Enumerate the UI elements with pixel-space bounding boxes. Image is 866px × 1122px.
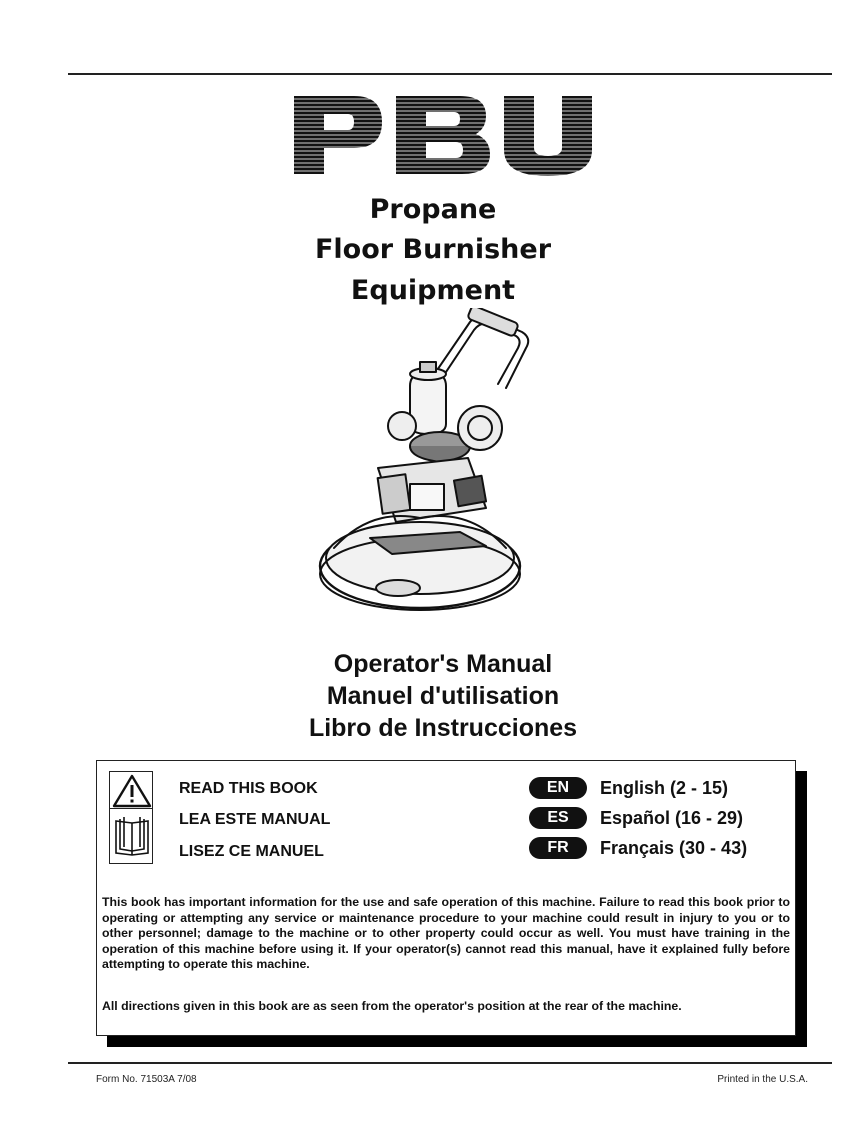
manual-title-spanish: Libro de Instrucciones [308, 714, 578, 742]
book-frame [109, 808, 153, 864]
subtitle-line-1: Propane [369, 194, 497, 225]
pbu-logo [290, 92, 600, 178]
language-badge-en: EN [529, 777, 587, 799]
subtitle-line-2: Floor Burnisher [314, 234, 552, 265]
top-rule [68, 73, 832, 75]
language-link-spanish[interactable]: Español (16 - 29) [600, 808, 744, 828]
lea-este-manual-label: LEA ESTE MANUAL [179, 811, 331, 828]
directions-note-text: All directions given in this book are as seen from the operator's position at the rear of the machine. [102, 999, 682, 1013]
warning-frame [109, 771, 153, 809]
warning-triangle-icon [110, 772, 154, 810]
printed-in-usa: Printed in the U.S.A. [717, 1074, 808, 1085]
language-link-english[interactable]: English (2 - 15) [600, 778, 729, 798]
bottom-rule [68, 1062, 832, 1064]
manual-title-french: Manuel d'utilisation [326, 682, 560, 710]
lisez-ce-manuel-label: LISEZ CE MANUEL [179, 843, 324, 860]
language-link-french[interactable]: Français (30 - 43) [600, 838, 748, 858]
language-badge-es: ES [529, 807, 587, 829]
form-number: Form No. 71503A 7/08 [96, 1074, 197, 1085]
read-this-book-label: READ THIS BOOK [179, 780, 318, 797]
open-book-icon [110, 809, 154, 865]
safety-notice-text: This book has important information for the use and safe operation of this machine. Failure to read this book prior to operating or attempting any service or maintenance procedure to your machine could result in injury to you or to other personnel; damage to the machine or to other property could occur as well. You must have training in the operation of this machine before using it. If your operator(s) cannot read this manual, have it explained fully before attempting to operate this machine. [102, 895, 790, 972]
subtitle-line-3: Equipment [350, 275, 516, 306]
language-badge-fr: FR [529, 837, 587, 859]
info-box [96, 760, 796, 1036]
floor-burnisher-illustration [310, 308, 555, 620]
manual-title-english: Operator's Manual [333, 650, 553, 678]
